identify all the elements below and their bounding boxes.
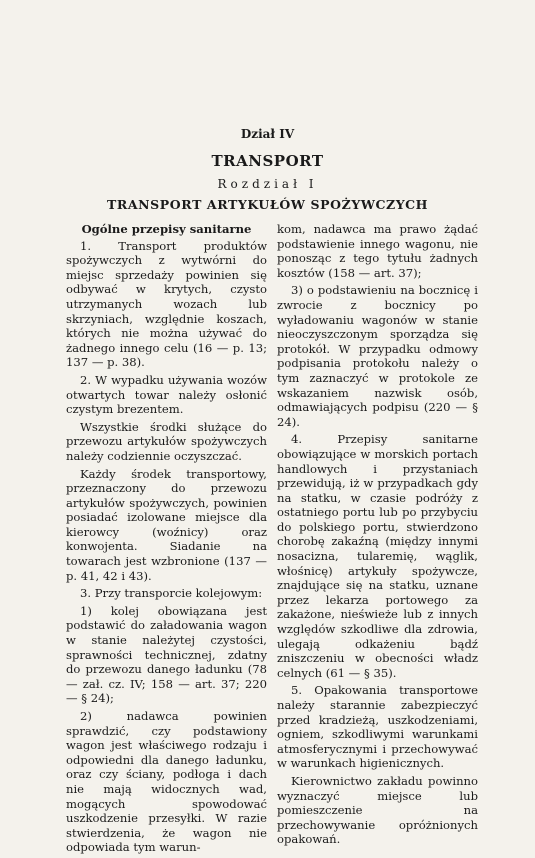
paragraph: 5. Opakowania transportowe należy starannie zabezpieczyć przed kradzieżą, uszkodzeniami, ogniem, szkodliwymi warunkami atmosferycznymi i przechowywać w warunkach higienicznych.	[277, 683, 478, 771]
left-column	[66, 222, 267, 858]
paragraph: 3) o podstawieniu na bocznicę i zwrocie z bocznicy po wyładowaniu wagonów w stanie nieoczyszczonym sporządza się protokół. W przypadku odmowy podpisania protokołu należy o tym zaznaczyć w protokole ze wskazaniem nazwisk osób, odmawiających podpisu (220 — § 24).	[277, 283, 478, 429]
paragraph: Kierownictwo zakładu powinno wyznaczyć miejsce lub pomieszczenie na przechowywanie opróżnionych opakowań.	[277, 773, 478, 847]
section-title: TRANSPORT	[211, 152, 324, 170]
division-heading: Dział IV	[240, 127, 295, 141]
paragraph: 4. Przepisy sanitarne obowiązujące w morskich portach handlowych i przystaniach przewidują, iż w przypadkach gdy na statku, w czasie podróży z ostatniego portu lub po przybyciu do polskiego portu, stwierdzono chorobę zakaźną (między innymi nosacizna, tularemię, wąglik, włośnicę) artykuły spożywcze, znajdujące się na statku, uznane przez lekarza portowego za zakażone, nieświeże lub z innych względów szkodliwe dla zdrowia, ulegają odkażeniu bądź zniszczeniu w obecności władz celnych (61 — § 35).	[277, 432, 478, 680]
paragraph: 1. Transport produktów spożywczych z wytwórni do miejsc sprzedaży powinien się odbywać w krytych, czysto utrzymanych wozach lub skrzyniach, względnie koszach, których nie można używać do żadnego innego celu (16 — p. 13; 137 — p. 38).	[66, 238, 267, 370]
chapter-title: TRANSPORT ARTYKUŁÓW SPOŻYWCZYCH	[106, 197, 429, 212]
paragraph: 2. W wypadku używania wozów otwartych towar należy osłonić czystym brezentem.	[66, 372, 267, 417]
subheading: Ogólne przepisy sanitarne	[81, 222, 252, 236]
paragraph: Wszystkie środki służące do przewozu artykułów spożywczych należy codziennie oczyszczać.	[66, 419, 267, 463]
paragraph: 2) nadawca powinien sprawdzić, czy podstawiony wagon jest właściwego rodzaju i odpowiedni dla danego ładunku, oraz czy ściany, podłoga i dach nie mają widocznych wad, mogących spowodować uszkodzenie przesyłki. W razie stwierdzenia, że wagon nie odpowiada tym warun-	[66, 709, 267, 855]
chapter-label: Rozdział I	[217, 177, 318, 191]
paragraph: Każdy środek transportowy, przeznaczony do przewozu artykułów spożywczych, powinien posiadać izolowane miejsce dla kierowcy (woźnicy) oraz konwojenta. Siadanie na towarach jest wzbronione (137 — p. 41, 42 i 43).	[66, 466, 267, 583]
paragraph: 1) kolej obowiązana jest podstawić do załadowania wagon w stanie należytej czystości, sprawności technicznej, zdatny do przewozu danego ładunku (78 — zał. cz. IV; 158 — art. 37; 220 — § 24);	[66, 603, 267, 706]
paragraph: 3. Przy transporcie kolejowym:	[80, 586, 263, 601]
right-column	[277, 222, 478, 850]
paragraph: kom, nadawca ma prawo żądać podstawienie innego wagonu, nie ponosząc z tego tytułu żadnych kosztów (158 — art. 37);	[277, 222, 478, 280]
